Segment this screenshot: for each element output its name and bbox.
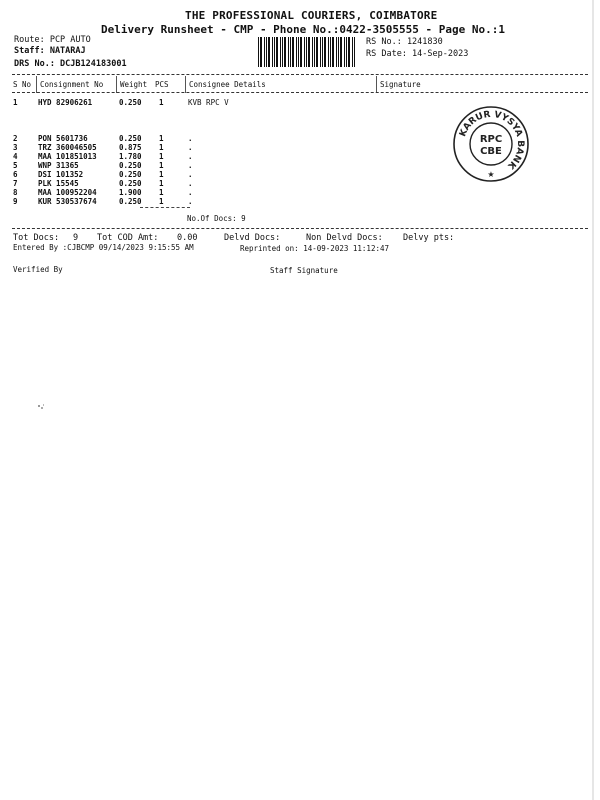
col-header-sno: S No [13,80,32,89]
staff-signature: Staff Signature [270,266,338,275]
row-consignee: . [188,161,193,170]
tot-cod-label: Tot COD Amt: [97,233,159,243]
row-sno: 4 [13,152,18,161]
row-consignee: . [188,152,193,161]
row-weight: 0.250 [119,170,142,179]
verified-by: Verified By [13,265,63,274]
no-of-docs: No.Of Docs: 9 [187,214,246,223]
delvy-pts: Delvy pts: [403,233,455,243]
row-consignee: KVB RPC V [188,98,229,107]
row-consignee: . [188,143,193,152]
delvd-docs: Delvd Docs: [224,233,281,243]
row-sno: 1 [13,98,18,107]
col-header-consignee: Consignee Details [189,80,266,89]
route-label: Route: PCP AUTO [14,35,91,45]
row-weight: 1.900 [119,188,142,197]
col-divider [185,76,186,93]
rs-date: RS Date: 14-Sep-2023 [366,49,469,59]
row-sno: 2 [13,134,18,143]
stamp-star-icon: ★ [487,170,495,179]
table-bottom-rule [12,228,588,229]
row-consignee: . [188,170,193,179]
barcode [258,37,356,67]
bank-stamp [452,105,530,183]
row-pcs: 1 [159,98,164,107]
col-header-consignment: Consignment No [40,80,104,89]
row-consignment: MAA 100952204 [38,188,97,197]
row-weight: 0.250 [119,161,142,170]
stamp-line1: RPC [479,134,503,145]
col-divider [116,76,117,93]
row-consignee: . [188,134,193,143]
row-consignment: TRZ 360046505 [38,143,97,152]
row-consignment: DSI 101352 [38,170,84,179]
row-consignee: . [188,197,193,206]
col-header-pcs: PCS [155,80,169,89]
row-sno: 7 [13,179,18,188]
col-header-weight: Weight [120,80,148,89]
table-header-rule [12,92,588,93]
stamp-line2: CBE [480,146,502,157]
drs-number: DRS No.: DCJB124183001 [14,59,127,69]
runsheet-subtitle: Delivery Runsheet - CMP - Phone No.:0422-3505555 - Page No.:1 [101,23,505,36]
scan-edge [592,0,594,800]
row-consignment: MAA 101851013 [38,152,97,161]
table-top-rule [12,74,588,75]
row-consignment: PON 5601736 [38,134,88,143]
row-consignee: . [188,179,193,188]
row-consignment: WNP 31365 [38,161,79,170]
col-divider [376,76,377,93]
row-pcs: 1 [159,143,164,152]
row-pcs: 1 [159,152,164,161]
row-pcs: 1 [159,179,164,188]
row-end-rule [140,207,190,208]
col-header-signature: Signature [380,80,421,89]
row-sno: 6 [13,170,18,179]
tot-docs-label: Tot Docs: [13,233,60,243]
row-sno: 8 [13,188,18,197]
col-divider [36,76,37,93]
reprinted-on: Reprinted on: 14-09-2023 11:12:47 [240,244,390,253]
row-consignment: KUR 530537674 [38,197,97,206]
row-weight: 1.780 [119,152,142,161]
entered-by: Entered By :CJBCMP 09/14/2023 9:15:55 AM [13,243,194,252]
row-pcs: 1 [159,134,164,143]
row-weight: 0.250 [119,134,142,143]
row-pcs: 1 [159,197,164,206]
tot-docs-value: 9 [73,233,79,243]
row-consignment: PLK 15545 [38,179,79,188]
staff-label: Staff: NATARAJ [14,46,86,56]
row-sno: 3 [13,143,18,152]
row-weight: 0.875 [119,143,142,152]
rs-number: RS No.: 1241830 [366,37,443,47]
row-pcs: 1 [159,188,164,197]
row-consignment: HYD 82906261 [38,98,93,107]
row-pcs: 1 [159,170,164,179]
row-pcs: 1 [159,161,164,170]
row-weight: 0.250 [119,98,142,107]
row-sno: 5 [13,161,18,170]
non-delvd-docs: Non Delvd Docs: [306,233,383,243]
row-consignee: . [188,188,193,197]
tot-cod-value: 0.00 [177,233,198,243]
row-sno: 9 [13,197,18,206]
row-weight: 0.250 [119,179,142,188]
scan-speck [36,404,46,410]
company-title: THE PROFESSIONAL COURIERS, COIMBATORE [185,9,438,22]
row-weight: 0.250 [119,197,142,206]
stamp-ring-text: KARUR VYSYA BANK [458,109,526,171]
